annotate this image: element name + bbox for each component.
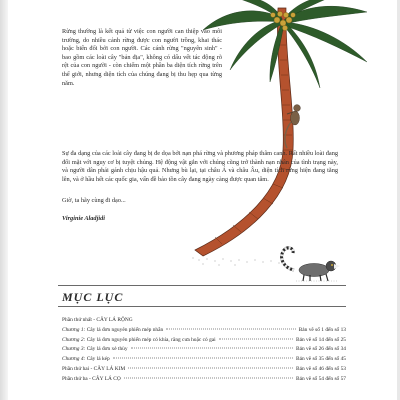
toc-page-ref: Bản vẽ số 14 đến số 25 bbox=[295, 336, 346, 343]
intro-paragraph bbox=[62, 28, 222, 88]
intro-paragraph-1: Rừng thường là kết quả từ việc con người can thiệp vào môi trường, do nhiều cảnh rừng được con người trồng, khai thác hoặc biến đổi bởi con người. Các cánh rừng "nguyên sinh" - bao gồm các loài cây "bản địa", không có dấu vết tác động rõ rệt của con người - còn chiếm một phần ba diện tích rừng trên thế giới, nhưng diện tích của chúng đang bị thu hẹp qua từng năm. bbox=[62, 28, 222, 87]
toc-entry[interactable]: Phần thứ nhất - CÂY LÁ RỘNG bbox=[62, 317, 133, 323]
toc-page-ref: Bản vẽ số 35 đến số 45 bbox=[295, 356, 346, 363]
toc-leader-dots bbox=[166, 328, 295, 329]
toc-leader-dots bbox=[113, 358, 293, 359]
toc-entry[interactable]: Phần thứ ba - CÂY LÁ CỌ Bản vẽ số 54 đến số 57 bbox=[62, 375, 346, 385]
intro-paragraph-2: Sự đa dạng của các loài cây đang bị đe dọa bởi nạn phá rừng và phương pháp thâm canh. Rất nhiều loài đang đối mặt với nguy cơ bị tuyệt chủng. Hệ động vật gắn với chúng cũng trở thành nạn nhân của tình trạng này, và người dân phải gánh chịu hậu quả. Nhưng bù lại, tại châu Á và châu Âu, diện tích rừng hiện đang tăng lên, và ở hầu hết các quốc gia, vấn đề bảo tồn cây đang ngày càng được quan tâm. bbox=[62, 150, 338, 183]
toc-leader-dots bbox=[131, 348, 293, 349]
toc-entry[interactable]: Chương 3: Cây lá đơn xẻ thùy Bản vẽ số 26 đến số 34 bbox=[62, 345, 346, 355]
closing-line: Giờ, ta hãy cùng đi dạo... bbox=[62, 197, 126, 204]
toc-page-ref: Bản vẽ số 1 đến số 13 bbox=[298, 326, 346, 333]
toc-leader-dots bbox=[124, 377, 293, 378]
toc-page-ref: Bản vẽ số 26 đến số 34 bbox=[295, 346, 346, 353]
toc-entry[interactable]: Phần thứ hai - CÂY LÁ KIM Bản vẽ số 46 đến số 53 bbox=[62, 365, 346, 375]
page-binding-shadow bbox=[0, 0, 8, 400]
toc-list bbox=[62, 316, 346, 385]
toc-entry[interactable]: Chương 2: Cây lá đơn nguyên phiến mép có khía, răng cưa hoặc có gai Bản vẽ số 14 đến số 25 bbox=[62, 336, 346, 346]
author-signature: Virginie Aladjidi bbox=[62, 215, 105, 222]
toc-title-rule bbox=[58, 306, 346, 307]
toc-entry[interactable]: Chương 4: Cây lá kép Bản vẽ số 35 đến số 45 bbox=[62, 355, 346, 365]
lemur-illustration bbox=[276, 244, 346, 282]
ground-shadow bbox=[193, 258, 280, 266]
toc-entry[interactable]: Chương 1: Cây lá đơn nguyên phiến mép nhẵn Bản vẽ số 1 đến số 13 bbox=[62, 326, 346, 336]
toc-page-ref: Bản vẽ số 46 đến số 53 bbox=[295, 365, 346, 372]
toc-title: MỤC LỤC bbox=[62, 290, 124, 304]
toc-top-rule bbox=[58, 285, 346, 286]
toc-leader-dots bbox=[219, 338, 293, 339]
toc-page-ref: Bản vẽ số 54 đến số 57 bbox=[295, 375, 346, 382]
toc-leader-dots bbox=[128, 367, 293, 368]
